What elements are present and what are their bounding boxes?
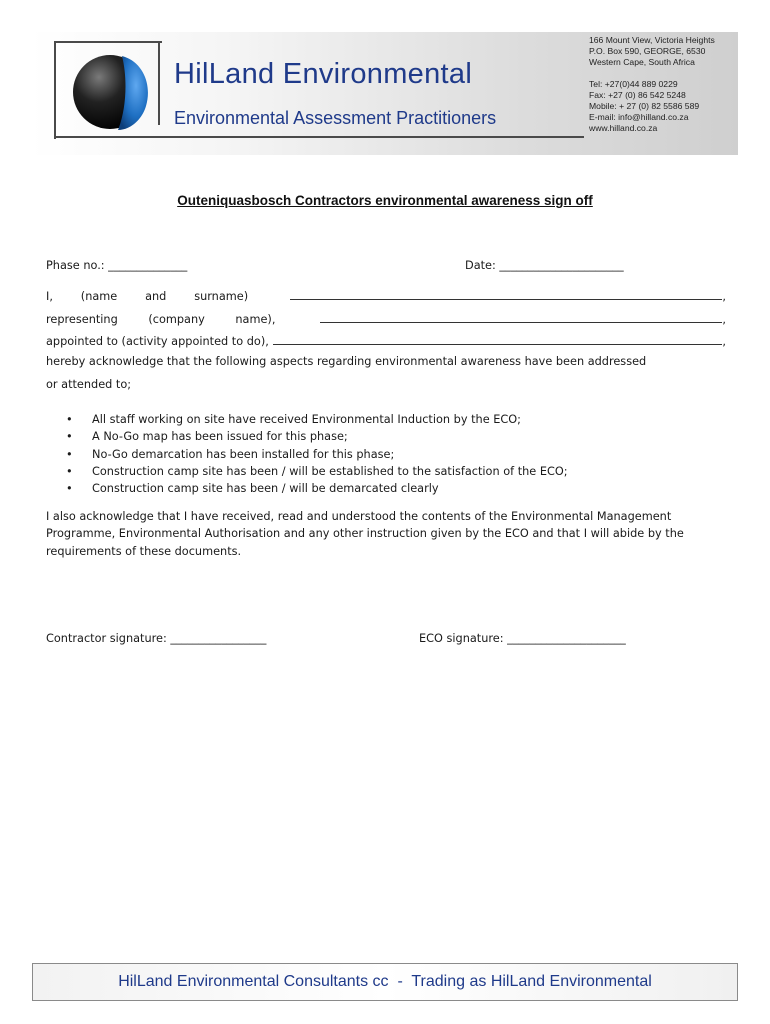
- company-row: representing (company name), ,: [46, 313, 726, 326]
- bullet-icon: •: [66, 482, 73, 496]
- name-row-word: surname): [194, 290, 249, 303]
- date-field[interactable]: Date: ______________________: [465, 259, 624, 272]
- activity-label: appointed to (activity appointed to do),: [46, 335, 269, 348]
- address-line: P.O. Box 590, GEORGE, 6530: [589, 46, 706, 57]
- fax: Fax: +27 (0) 86 542 5248: [589, 89, 686, 100]
- phase-field[interactable]: Phase no.: ______________: [46, 259, 188, 272]
- acknowledgement-paragraph: I also acknowledge that I have received, read and understood the contents of the Environmental Management Programme, Environmental Authorisation and any other instruction given by the ECO and that I will abide by the requirements of these documents.: [46, 510, 684, 558]
- name-row-word: (name: [80, 290, 118, 303]
- name-row-word: and: [145, 290, 167, 303]
- bullet-icon: •: [66, 447, 73, 461]
- acknowledge-text-cont: or attended to;: [46, 378, 132, 391]
- bullet-icon: •: [66, 430, 73, 444]
- email-link[interactable]: E-mail: info@hilland.co.za: [589, 112, 689, 123]
- company-row-word: name),: [235, 313, 276, 326]
- header-rule: [54, 136, 584, 138]
- document-title: Outeniquasbosch Contractors environmental awareness sign off: [177, 193, 593, 208]
- company-blank[interactable]: [320, 312, 722, 323]
- company-row-word: (company: [148, 313, 205, 326]
- awareness-checklist: [66, 411, 568, 497]
- website-link[interactable]: www.hilland.co.za: [589, 123, 658, 134]
- contractor-signature-field[interactable]: Contractor signature: _________________: [46, 632, 267, 645]
- footer-text: HilLand Environmental Consultants cc - Trading as HilLand Environmental: [118, 973, 652, 990]
- list-item: • Construction camp site has been / will be established to the satisfaction of the ECO;: [66, 463, 568, 480]
- bullet-icon: •: [66, 413, 73, 426]
- name-row: I, (name and surname) ,: [46, 290, 726, 303]
- list-item: • A No-Go map has been issued for this phase;: [66, 428, 568, 445]
- mobile: Mobile: + 27 (0) 82 5586 589: [589, 101, 700, 112]
- list-item: • Construction camp site has been / will be demarcated clearly: [66, 480, 568, 497]
- list-item: • All staff working on site have received Environmental Induction by the ECO;: [66, 411, 568, 428]
- company-row-word: representing: [46, 313, 118, 326]
- name-blank[interactable]: [290, 289, 722, 300]
- bullet-icon: •: [66, 464, 73, 478]
- contact-block: [589, 35, 715, 135]
- address-line: 166 Mount View, Victoria Heights: [589, 35, 715, 45]
- activity-blank[interactable]: [273, 334, 723, 345]
- company-tagline: Environmental Assessment Practitioners: [174, 108, 497, 128]
- telephone: Tel: +27(0)44 889 0229: [589, 78, 678, 89]
- list-item: • No-Go demarcation has been installed for this phase;: [66, 446, 568, 463]
- eco-signature-field[interactable]: ECO signature: _____________________: [419, 632, 626, 645]
- activity-row: appointed to (activity appointed to do), ,: [46, 335, 726, 348]
- address-line: Western Cape, South Africa: [589, 57, 695, 68]
- globe-logo-icon: [70, 50, 162, 134]
- name-row-word: I,: [46, 290, 53, 303]
- company-name: HilLand Environmental: [174, 58, 473, 90]
- acknowledge-text: hereby acknowledge that the following aspects regarding environmental awareness have been addressed: [46, 355, 647, 368]
